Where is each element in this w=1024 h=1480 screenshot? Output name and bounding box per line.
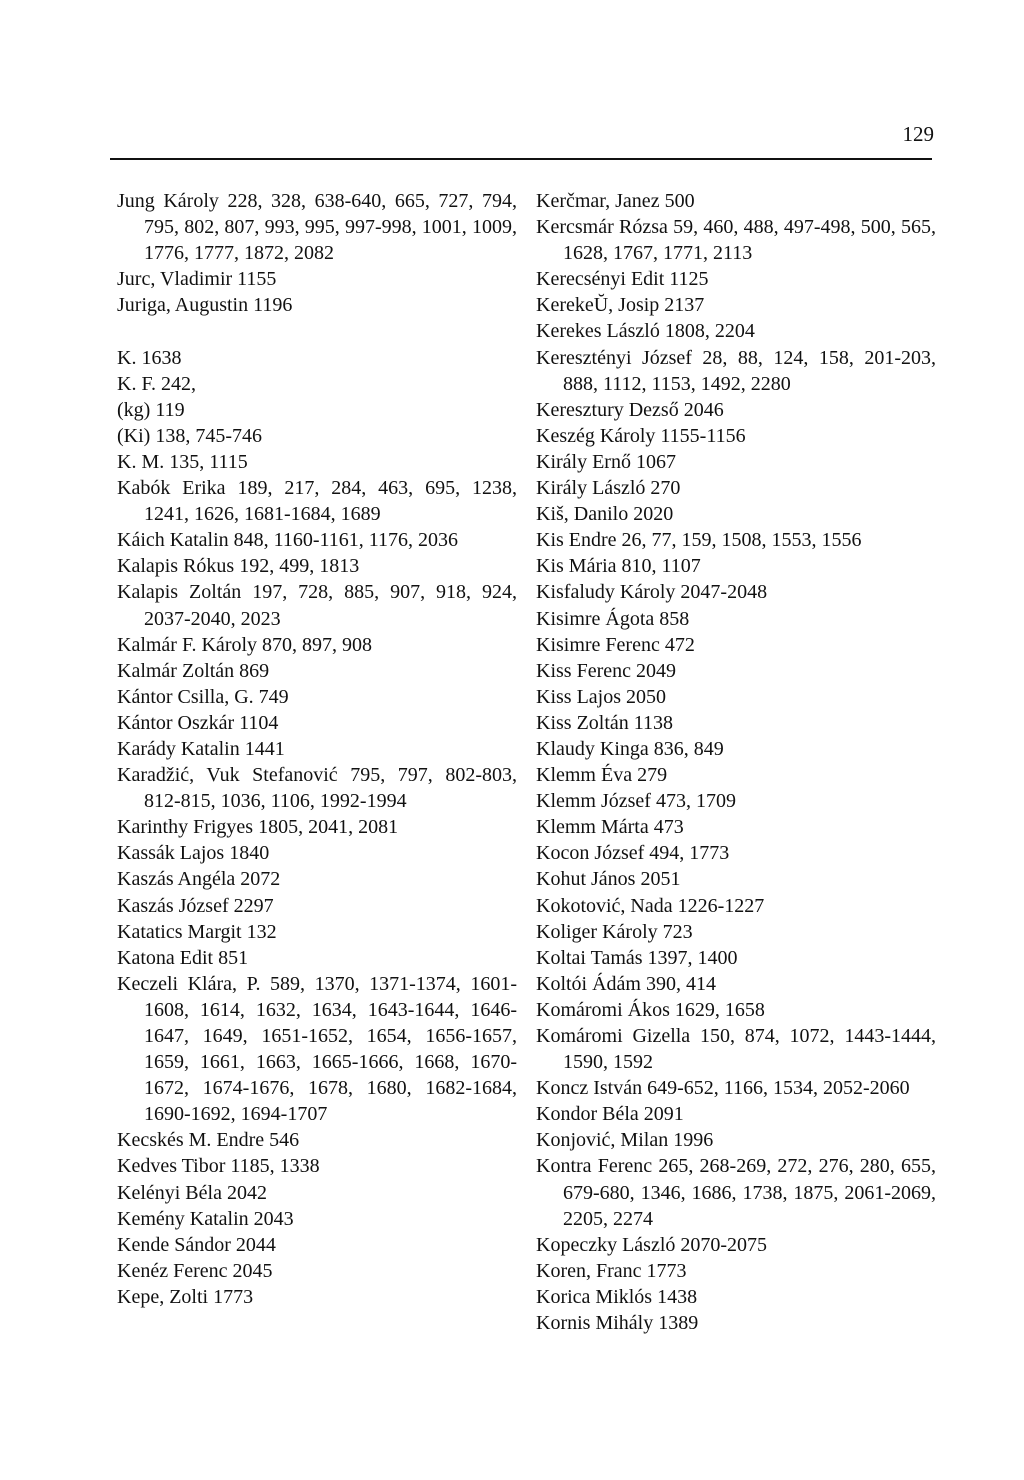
index-entry: Kerekes László 1808, 2204 [536, 320, 755, 343]
index-entry: Kornis Mihály 1389 [536, 1312, 699, 1335]
index-entry: Kalapis Rókus 192, 499, 1813 [117, 555, 360, 578]
index-entry: Keresztényi József 28, 88, 124, 158, 201-203, 888, 1112, 1153, 1492, 2280 [536, 346, 936, 395]
index-entry: Koliger Károly 723 [536, 920, 693, 943]
index-entry: Kiss Lajos 2050 [536, 685, 666, 708]
index-entry: Kisfaludy Károly 2047-2048 [536, 581, 768, 604]
index-entry: Kisimre Ferenc 472 [536, 633, 695, 656]
index-entry: KerekeŬ, Josip 2137 [536, 294, 705, 317]
index-entry: Király László 270 [536, 477, 681, 500]
index-entry: Katatics Margit 132 [117, 920, 277, 943]
index-entry: Karinthy Frigyes 1805, 2041, 2081 [117, 816, 399, 839]
index-entry: Király Ernő 1067 [536, 450, 676, 473]
index-entry: Kontra Ferenc 265, 268-269, 272, 276, 280, 655, 679-680, 1346, 1686, 1738, 1875, 2061-2069, 2205, 2274 [536, 1155, 936, 1230]
index-entry: Kepe, Zolti 1773 [117, 1285, 254, 1308]
index-entry: Kohut János 2051 [536, 868, 681, 891]
index-entry: Kocon József 494, 1773 [536, 842, 730, 865]
index-entry: Kerecsényi Edit 1125 [536, 268, 709, 291]
index-entry: Konjović, Milan 1996 [536, 1129, 714, 1152]
index-entry: Keczeli Klára, P. 589, 1370, 1371-1374, 1601-1608, 1614, 1632, 1634, 1643-1644, 1646-1647, 1649, 1651-1652, 1654, 1656-1657, 1659, 1661, 1663, 1665-1666, 1668, 1670-1672, 1674-1676, 1678, 1680, 1682-1684, 1690-1692, 1694-1707 [117, 972, 517, 1126]
index-entry: Kis Endre 26, 77, 159, 1508, 1553, 1556 [536, 529, 862, 552]
index-entry: Koren, Franc 1773 [536, 1259, 687, 1282]
index-entry: (kg) 119 [117, 398, 185, 421]
index-entry: Klaudy Kinga 836, 849 [536, 737, 724, 760]
header-rule [110, 158, 932, 160]
index-entry: Kondor Béla 2091 [536, 1103, 684, 1126]
index-entry: Kelényi Béla 2042 [117, 1181, 267, 1204]
index-entry: Kiss Zoltán 1138 [536, 711, 674, 734]
index-entry: Kaszás Angéla 2072 [117, 868, 281, 891]
index-entry: K. 1638 [117, 346, 182, 369]
index-entry: Kis Mária 810, 1107 [536, 555, 701, 578]
index-entry: Keresztury Dezső 2046 [536, 398, 724, 421]
index-entry: K. F. 242, [117, 372, 196, 395]
index-entry: Koncz István 649-652, 1166, 1534, 2052-2060 [536, 1077, 910, 1100]
index-entry: Kiss Ferenc 2049 [536, 659, 676, 682]
index-entry: Klemm Márta 473 [536, 816, 684, 839]
index-entry: Kokotović, Nada 1226-1227 [536, 894, 765, 917]
index-entry: Karády Katalin 1441 [117, 737, 285, 760]
index-entry: Karadžić, Vuk Stefanović 795, 797, 802-803, 812-815, 1036, 1106, 1992-1994 [117, 764, 517, 813]
index-entry: Keszég Károly 1155-1156 [536, 424, 746, 447]
index-entry: Kassák Lajos 1840 [117, 842, 270, 865]
index-entry: Kisimre Ágota 858 [536, 607, 690, 630]
index-entry: Kiš, Danilo 2020 [536, 503, 674, 526]
index-entry: Koltai Tamás 1397, 1400 [536, 946, 738, 969]
index-entry: Kemény Katalin 2043 [117, 1207, 294, 1230]
index-entry: (Ki) 138, 745-746 [117, 424, 262, 447]
index-entry: Kaszás József 2297 [117, 894, 274, 917]
index-entry: Juriga, Augustin 1196 [117, 294, 293, 317]
index-entry: Kopeczky László 2070-2075 [536, 1233, 768, 1256]
index-entry: Káich Katalin 848, 1160-1161, 1176, 2036 [117, 529, 459, 552]
index-entry: Kalmár Zoltán 869 [117, 659, 270, 682]
index-entry: Jung Károly 228, 328, 638-640, 665, 727, 794, 795, 802, 807, 993, 995, 997-998, 1001, 1009, 1776, 1777, 1872, 2082 [117, 190, 517, 265]
index-entry: Kenéz Ferenc 2045 [117, 1259, 273, 1282]
index-entry: Kabók Erika 189, 217, 284, 463, 695, 1238, 1241, 1626, 1681-1684, 1689 [117, 477, 517, 526]
index-entry: Kerčmar, Janez 500 [536, 190, 695, 212]
index-entry: Kedves Tibor 1185, 1338 [117, 1155, 320, 1178]
index-entry: Kántor Csilla, G. 749 [117, 685, 289, 708]
index-entry: K. M. 135, 1115 [117, 450, 248, 473]
index-column-right [536, 188, 936, 1336]
index-entry: Klemm Éva 279 [536, 764, 668, 787]
index-entry: Jurc, Vladimir 1155 [117, 268, 277, 291]
index-entry: Kalapis Zoltán 197, 728, 885, 907, 918, 924, 2037-2040, 2023 [117, 581, 517, 630]
index-entry: Kecskés M. Endre 546 [117, 1129, 300, 1152]
index-entry: Kalmár F. Károly 870, 897, 908 [117, 633, 373, 656]
page-number: 129 [902, 122, 934, 146]
index-entry: Kántor Oszkár 1104 [117, 711, 279, 734]
index-entry: Katona Edit 851 [117, 946, 249, 969]
index-entry: Komáromi Ákos 1629, 1658 [536, 998, 765, 1021]
index-entry: Komáromi Gizella 150, 874, 1072, 1443-1444, 1590, 1592 [536, 1025, 936, 1074]
index-entry: Klemm József 473, 1709 [536, 790, 736, 813]
index-column-left [117, 188, 517, 1310]
index-entry: Kercsmár Rózsa 59, 460, 488, 497-498, 500, 565, 1628, 1767, 1771, 2113 [536, 216, 936, 265]
index-entry: Korica Miklós 1438 [536, 1285, 698, 1308]
index-entry: Koltói Ádám 390, 414 [536, 972, 716, 995]
index-entry: Kende Sándor 2044 [117, 1233, 276, 1256]
